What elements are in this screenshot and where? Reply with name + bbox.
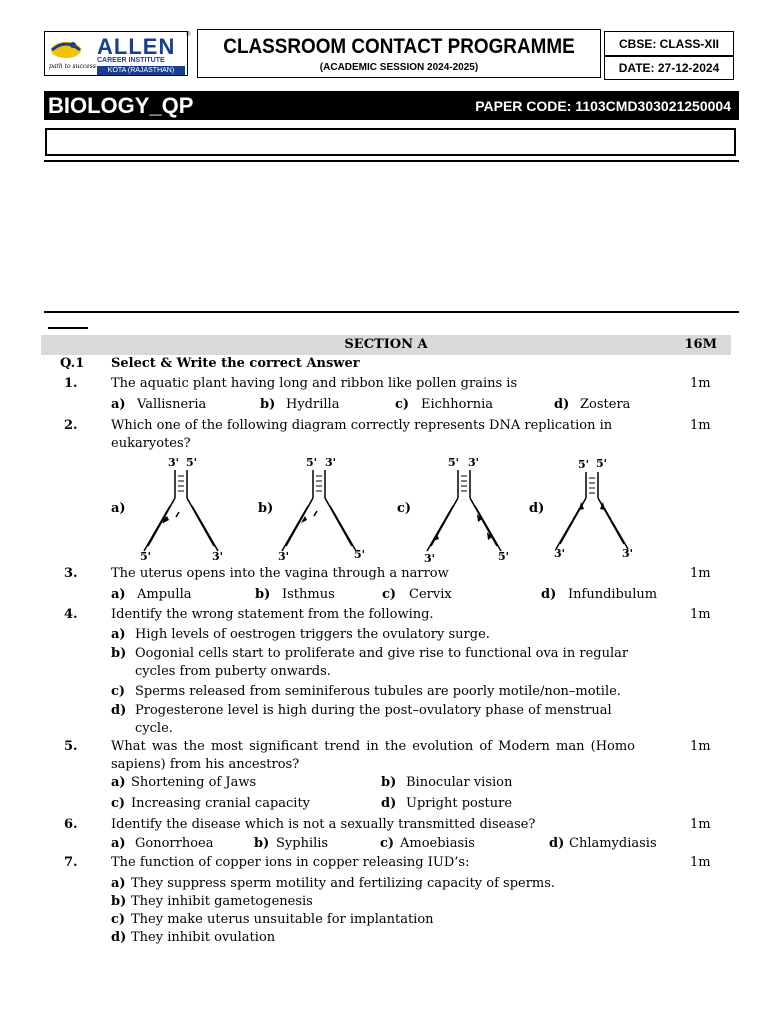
subject-title: BIOLOGY_QP xyxy=(48,93,194,118)
question-marks: 1m xyxy=(690,566,711,581)
option-key: c) xyxy=(395,397,410,412)
option-key: d) xyxy=(111,930,127,945)
strand-label: 5' xyxy=(578,458,590,471)
blank-box xyxy=(45,128,736,156)
logo-name: ALLEN xyxy=(97,34,176,59)
option-text: Sperms released from seminiferous tubules are poorly motile/non–motile. xyxy=(135,684,621,699)
question-text: eukaryotes? xyxy=(111,436,191,451)
option-text: Upright posture xyxy=(406,796,513,811)
option-text: Shortening of Jaws xyxy=(131,775,257,790)
question-number: 6. xyxy=(64,817,78,832)
question-text: sapiens) from his ancestros? xyxy=(111,757,300,772)
question-number: 3. xyxy=(64,566,78,581)
option-key: c) xyxy=(111,912,126,927)
strand-label: 5' xyxy=(498,550,510,563)
question-text: The aquatic plant having long and ribbon like pollen grains is xyxy=(111,376,518,391)
logo-subtitle: CAREER INSTITUTE xyxy=(97,57,165,64)
option-key: c) xyxy=(380,836,395,851)
option-text: Isthmus xyxy=(282,587,335,602)
question-marks: 1m xyxy=(690,739,711,754)
option-key: b) xyxy=(255,587,271,602)
strand-label: 3' xyxy=(212,550,224,563)
exam-date: DATE: 27-12-2024 xyxy=(604,56,734,80)
option-text: Gonorrhoea xyxy=(135,836,214,851)
strand-label: 5' xyxy=(306,456,318,469)
question-number: 5. xyxy=(64,739,78,754)
strand-label: 5' xyxy=(354,548,366,561)
option-key: b) xyxy=(111,894,127,909)
option-key: c) xyxy=(111,684,126,699)
question-text: What was the most significant trend in the evolution of Modern man (Homo xyxy=(111,739,636,754)
option-key: a) xyxy=(111,627,126,642)
strand-label: 5' xyxy=(596,457,608,470)
option-text: They inhibit gametogenesis xyxy=(131,894,313,909)
strand-label: 5' xyxy=(140,550,152,563)
option-key: c) xyxy=(111,796,126,811)
question-group-number: Q.1 xyxy=(60,356,85,371)
question-marks: 1m xyxy=(690,607,711,622)
option-key: a) xyxy=(111,876,126,891)
option-key: a) xyxy=(111,501,126,516)
option-key: b) xyxy=(260,397,276,412)
option-key: c) xyxy=(397,501,412,516)
question-text: Identify the disease which is not a sexually transmitted disease? xyxy=(111,817,536,832)
strand-label: 3' xyxy=(468,456,480,469)
option-text: Amoebiasis xyxy=(400,836,475,851)
logo-city: KOTA (RAJASTHAN) xyxy=(97,66,185,75)
option-text: Zostera xyxy=(580,397,631,412)
academic-session: (ACADEMIC SESSION 2024-2025) xyxy=(319,62,479,73)
option-text: High levels of oestrogen triggers the ovulatory surge. xyxy=(135,627,490,642)
question-number: 1. xyxy=(64,376,78,391)
question-text: Identify the wrong statement from the following. xyxy=(111,607,434,622)
question-marks: 1m xyxy=(690,418,711,433)
section-marks: 16M xyxy=(684,337,717,352)
option-text: Ampulla xyxy=(137,587,192,602)
question-group-instruction: Select & Write the correct Answer xyxy=(111,356,360,371)
question-number: 2. xyxy=(64,418,78,433)
strand-label: 3' xyxy=(424,552,436,565)
strand-label: 3' xyxy=(168,456,180,469)
short-divider xyxy=(48,327,88,329)
option-key: b) xyxy=(258,501,274,516)
strand-label: 5' xyxy=(448,456,460,469)
option-key: b) xyxy=(111,646,127,661)
logo-tagline: path to success xyxy=(49,63,96,70)
option-text: Oogonial cells start to proliferate and give rise to functional ova in regular xyxy=(135,646,629,661)
option-key: d) xyxy=(381,796,397,811)
option-key: d) xyxy=(111,703,127,718)
logo-registered-mark: ® xyxy=(186,32,191,38)
option-key: c) xyxy=(382,587,397,602)
dna-replication-diagram-d xyxy=(550,454,640,564)
option-key: b) xyxy=(381,775,397,790)
question-marks: 1m xyxy=(690,855,711,870)
question-number: 7. xyxy=(64,855,78,870)
question-text: The uterus opens into the vagina through a narrow xyxy=(111,566,449,581)
section-title: SECTION A xyxy=(344,337,428,352)
option-text: Chlamydiasis xyxy=(569,836,657,851)
option-key: a) xyxy=(111,587,126,602)
option-key: d) xyxy=(554,397,570,412)
option-key: a) xyxy=(111,836,126,851)
option-key: d) xyxy=(549,836,565,851)
question-number: 4. xyxy=(64,607,78,622)
option-text: Progesterone level is high during the post–ovulatory phase of menstrual xyxy=(135,703,612,718)
option-text: Eichhornia xyxy=(421,397,493,412)
option-text: They make uterus unsuitable for implantation xyxy=(131,912,434,927)
logo-emblem-icon xyxy=(49,38,83,60)
dna-replication-diagram-c xyxy=(420,454,512,566)
subject-bar xyxy=(44,91,739,120)
strand-label: 3' xyxy=(622,547,634,560)
option-text: Cervix xyxy=(409,587,452,602)
option-text: Syphilis xyxy=(276,836,329,851)
dna-replication-diagram-a xyxy=(136,454,226,564)
option-text: They inhibit ovulation xyxy=(131,930,276,945)
option-text: Hydrilla xyxy=(286,397,340,412)
option-text: Increasing cranial capacity xyxy=(131,796,311,811)
question-marks: 1m xyxy=(690,376,711,391)
programme-box xyxy=(197,29,601,78)
option-key: d) xyxy=(529,501,545,516)
paper-code: PAPER CODE: 1103CMD303021250004 xyxy=(475,98,731,114)
strand-label: 3' xyxy=(278,550,290,563)
section-header xyxy=(41,335,731,355)
question-marks: 1m xyxy=(690,817,711,832)
dna-replication-diagram-b xyxy=(276,454,366,564)
option-key: d) xyxy=(541,587,557,602)
option-key: a) xyxy=(111,775,126,790)
strand-label: 3' xyxy=(554,547,566,560)
programme-title: CLASSROOM CONTACT PROGRAMME xyxy=(223,35,575,58)
option-key: a) xyxy=(111,397,126,412)
option-key: b) xyxy=(254,836,270,851)
strand-label: 5' xyxy=(186,456,198,469)
option-text: cycles from puberty onwards. xyxy=(135,664,331,679)
question-text: Which one of the following diagram correctly represents DNA replication in xyxy=(111,418,613,433)
option-text: Infundibulum xyxy=(568,587,658,602)
question-text: The function of copper ions in copper releasing IUD’s: xyxy=(111,855,470,870)
divider xyxy=(44,160,739,162)
option-text: Vallisneria xyxy=(137,397,207,412)
divider xyxy=(44,311,739,313)
option-text: cycle. xyxy=(135,721,173,736)
strand-label: 3' xyxy=(325,456,337,469)
option-text: Binocular vision xyxy=(406,775,513,790)
class-label: CBSE: CLASS-XII xyxy=(604,31,734,56)
allen-logo xyxy=(44,31,191,76)
option-text: They suppress sperm motility and fertilizing capacity of sperms. xyxy=(131,876,556,891)
